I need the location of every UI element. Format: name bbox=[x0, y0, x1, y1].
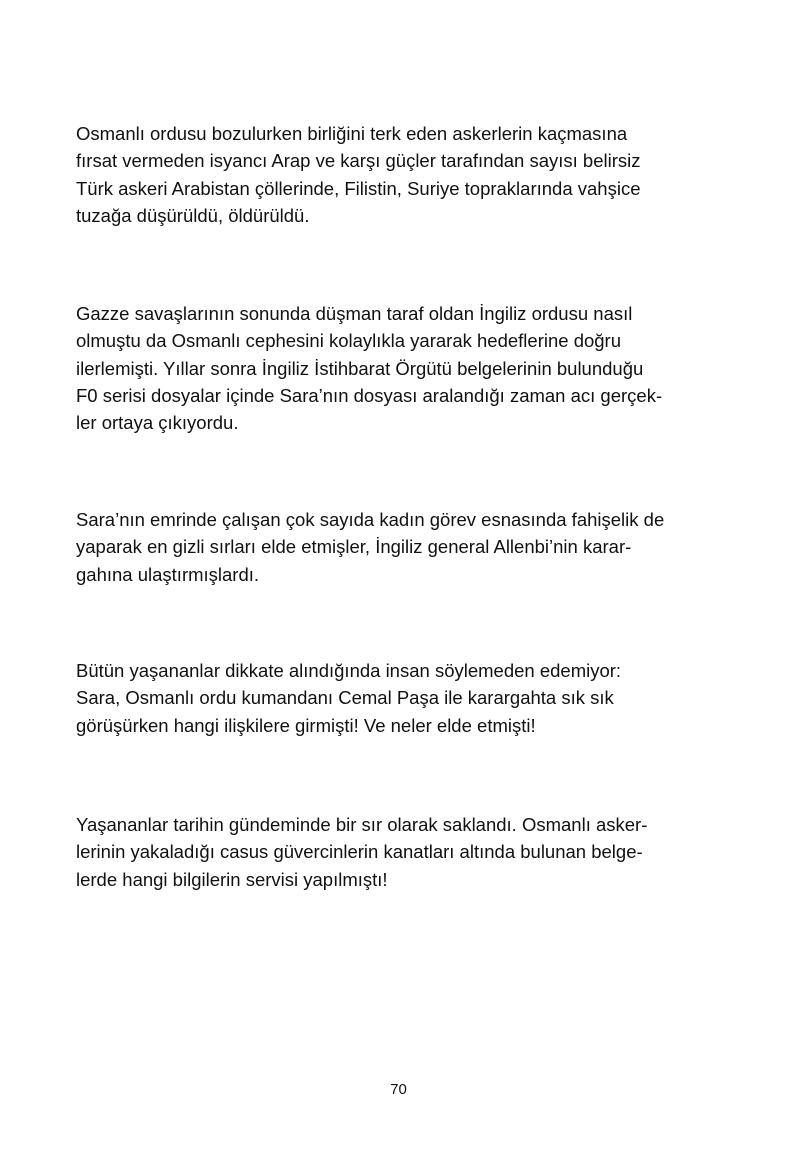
paragraph-line: Türk askeri Arabistan çöllerinde, Filistin, Suriye topraklarında vahşice bbox=[76, 177, 641, 199]
paragraph-1 bbox=[76, 120, 726, 229]
paragraph-line: Bütün yaşananlar dikkate alındığında insan söylemeden edemiyor: bbox=[76, 660, 622, 681]
paragraph-line: Gazze savaşlarının sonunda düşman taraf oldan İngiliz ordusu nasıl bbox=[76, 303, 633, 324]
paragraph-line: ler ortaya çıkıyordu. bbox=[76, 412, 239, 434]
paragraph-line: F0 serisi dosyalar içinde Sara’nın dosyası aralandığı zaman acı gerçek- bbox=[76, 384, 663, 406]
paragraph-5 bbox=[76, 811, 726, 893]
paragraph-line: Sara, Osmanlı ordu kumandanı Cemal Paşa ile karargahta sık sık bbox=[76, 687, 614, 709]
paragraph-line: Sara’nın emrinde çalışan çok sayıda kadın görev esnasında fahişelik de bbox=[76, 509, 665, 530]
paragraph-line: yaparak en gizli sırları elde etmişler, İngiliz general Allenbi’nin karar- bbox=[76, 536, 632, 558]
paragraph-line: fırsat vermeden isyancı Arap ve karşı güçler tarafından sayısı belirsiz bbox=[76, 150, 641, 172]
paragraph-3 bbox=[76, 506, 726, 588]
paragraph-line: tuzağa düşürüldü, öldürüldü. bbox=[76, 204, 310, 226]
paragraph-2 bbox=[76, 300, 726, 436]
paragraph-4 bbox=[76, 657, 726, 739]
paragraph-line: görüşürken hangi ilişkilere girmişti! Ve neler elde etmişti! bbox=[76, 714, 536, 736]
paragraph-line: lerde hangi bilgilerin servisi yapılmıştı! bbox=[76, 868, 388, 890]
paragraph-line: ilerlemişti. Yıllar sonra İngiliz İstihbarat Örgütü belgelerinin bulunduğu bbox=[76, 357, 644, 379]
paragraph-line: Yaşananlar tarihin gündeminde bir sır olarak saklandı. Osmanlı asker- bbox=[76, 814, 648, 835]
paragraph-line: Osmanlı ordusu bozulurken birliğini terk eden askerlerin kaçmasına bbox=[76, 123, 628, 144]
paragraph-line: gahına ulaştırmışlardı. bbox=[76, 563, 260, 585]
paragraph-line: olmuştu da Osmanlı cephesini kolaylıkla yararak hedeflerine doğru bbox=[76, 330, 622, 352]
paragraph-line: lerinin yakaladığı casus güvercinlerin kanatları altında bulunan belge- bbox=[76, 841, 643, 863]
page-number: 70 bbox=[390, 1081, 407, 1098]
